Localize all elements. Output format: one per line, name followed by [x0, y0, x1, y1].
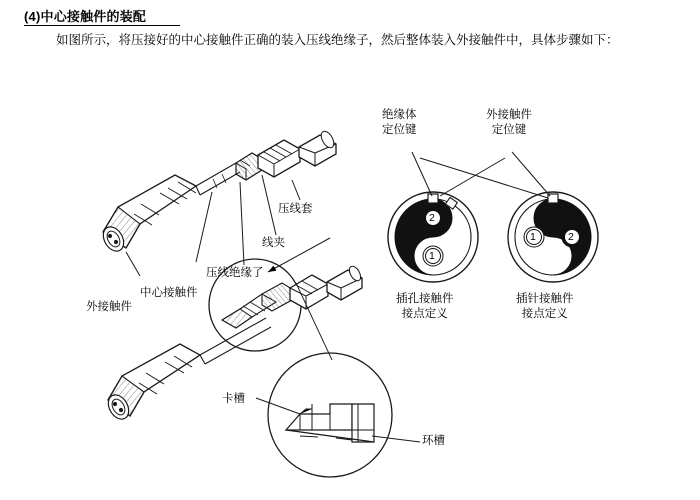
- leader-crimp-insulator: [240, 182, 244, 265]
- label-insulator-key-line1: 绝缘体: [382, 109, 417, 121]
- crimp-sleeve-upper: [258, 140, 300, 177]
- label-crimp-sleeve: 压线套: [278, 203, 313, 215]
- rear-cap-upper: [299, 129, 336, 166]
- label-insulator-key-line2: 定位键: [382, 124, 417, 136]
- leader-wire-clamp: [262, 175, 276, 235]
- pin-number-socket-bottom: 1: [429, 250, 435, 262]
- label-ring-groove: 环槽: [422, 435, 445, 447]
- outer-contact-body-upper: [99, 175, 196, 255]
- socket-contact-pinout-group: [388, 192, 478, 282]
- label-crimp-insulator: 压线绝缘了: [206, 267, 264, 279]
- label-socket-contact-line2: 接点定义: [401, 308, 448, 320]
- intro-paragraph: 如图所示，将压接好的中心接触件正确的装入压线绝缘子，然后整体装入外接触件中，具体步骤如下：: [56, 33, 619, 47]
- leader-outer-contact: [126, 252, 140, 276]
- label-socket-contact-line1: 插孔接触件: [396, 293, 454, 305]
- leader-crimp-sleeve: [292, 180, 300, 200]
- label-wire-clamp: 线夹: [262, 237, 285, 249]
- pin-contact-pinout-group: [508, 192, 598, 282]
- leader-center-contact: [196, 192, 212, 262]
- label-slot: 卡槽: [222, 393, 245, 405]
- label-pin-contact: [516, 292, 574, 322]
- label-pin-contact-line2: 接点定义: [521, 308, 568, 320]
- label-center-contact: 中心接触件: [140, 287, 198, 299]
- label-outer-contact-key: [486, 108, 532, 138]
- label-socket-contact: [396, 292, 454, 322]
- bottom-detail-circle-group: [268, 353, 392, 477]
- label-outer-contact: 外接触件: [86, 301, 132, 313]
- upper-assembly-group: [99, 129, 336, 255]
- page-title: (4)中心接触件的装配: [24, 9, 147, 24]
- label-outer-contact-key-line2: 定位键: [491, 124, 527, 136]
- pin-number-pin-left: 1: [530, 231, 536, 243]
- center-contact-rod-upper: [196, 163, 240, 195]
- pin-number-socket-top: 2: [429, 212, 435, 224]
- leader-cross-2: [440, 158, 505, 196]
- label-outer-contact-key-line1: 外接触件: [486, 109, 532, 121]
- pin-number-pin-right: 2: [568, 231, 574, 243]
- label-pin-contact-line1: 插针接触件: [516, 293, 574, 305]
- leader-outer-contact-key: [512, 152, 550, 196]
- label-insulator-key: [382, 108, 417, 138]
